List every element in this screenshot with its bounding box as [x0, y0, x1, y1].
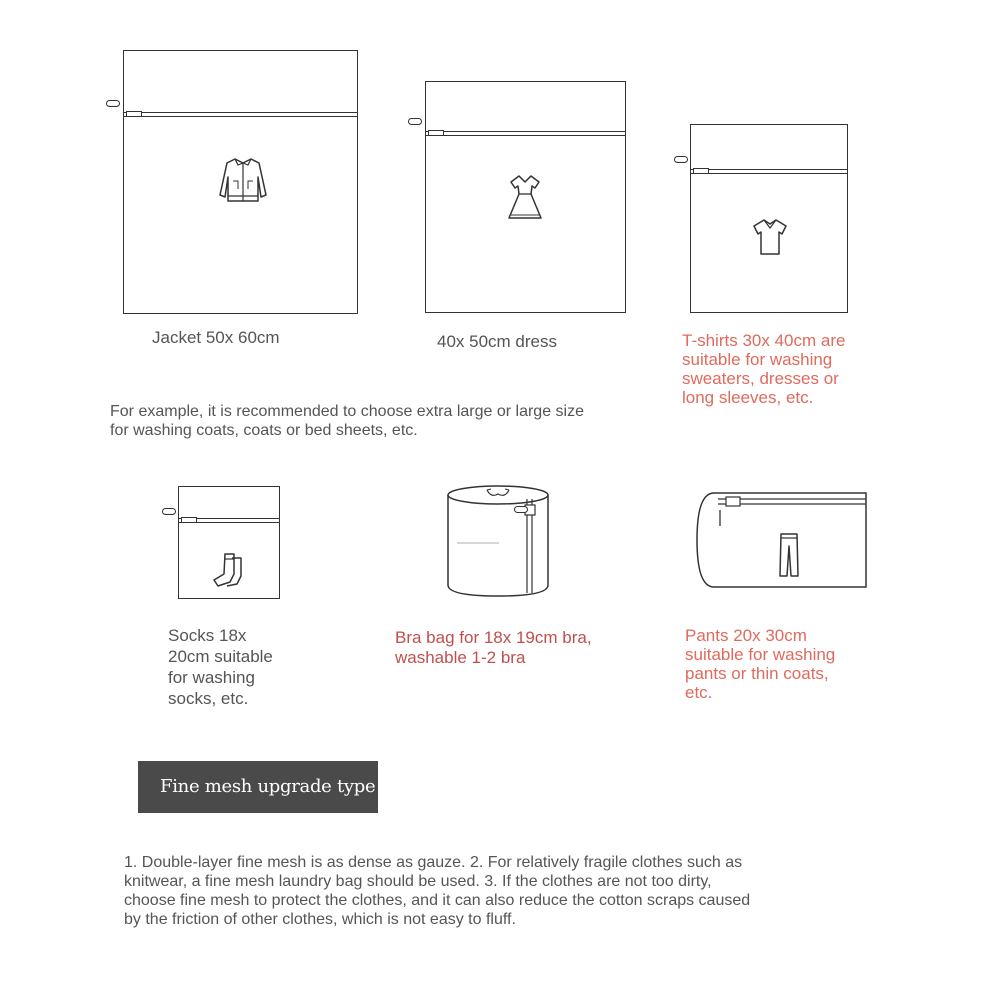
zipper — [426, 131, 625, 136]
socks-label-line: for washing — [168, 668, 255, 687]
bra-bag — [447, 485, 549, 597]
tshirt-icon — [752, 218, 788, 256]
tshirt-label-line: sweaters, dresses or — [682, 369, 839, 388]
tshirt-label-line: suitable for washing — [682, 350, 833, 369]
zipper — [124, 112, 357, 117]
description-line: 1. Double-layer fine mesh is as dense as gauze. 2. For relatively fragile clothes such as — [124, 854, 743, 871]
zipper-pull-tab — [674, 156, 688, 163]
pants-bag — [696, 492, 868, 588]
bra-label — [395, 628, 592, 668]
zipper-slider — [428, 130, 444, 136]
description-line: knitwear, a fine mesh laundry bag should be used. 3. If the clothes are not too dirty, — [124, 873, 712, 890]
fine-mesh-banner: Fine mesh upgrade type — [138, 761, 378, 813]
socks-label-line: socks, etc. — [168, 689, 249, 708]
zipper-pull-tab — [514, 506, 528, 513]
pants-label-line: pants or thin coats, — [685, 664, 829, 683]
zipper-pull-tab — [162, 508, 176, 515]
socks-label-line: Socks 18x — [168, 626, 247, 645]
socks-icon — [210, 552, 244, 588]
tshirt-label-line: T-shirts 30x 40cm are — [682, 331, 846, 350]
dress-icon — [505, 174, 545, 222]
zipper-pull-tab — [106, 100, 120, 107]
tshirt-label — [682, 331, 845, 407]
zipper-pull-tab — [408, 118, 422, 125]
recommendation-line: For example, it is recommended to choose extra large or large size — [110, 403, 584, 420]
jacket-label: Jacket 50x 60cm — [152, 328, 280, 347]
pants-icon — [778, 532, 800, 578]
recommendation-line: for washing coats, coats or bed sheets, etc. — [110, 422, 418, 439]
zipper-slider — [693, 168, 709, 174]
tshirt-label-line: long sleeves, etc. — [682, 388, 814, 407]
description-line: choose fine mesh to protect the clothes, and it can also reduce the cotton scraps caused — [124, 892, 751, 909]
jacket-icon — [218, 157, 268, 203]
dress-label: 40x 50cm dress — [437, 332, 557, 351]
pants-label-line: Pants 20x 30cm — [685, 626, 807, 645]
bra-label-line: Bra bag for 18x 19cm bra, — [395, 628, 592, 647]
zipper-slider — [126, 111, 142, 117]
bra-bag-outline — [447, 485, 549, 597]
socks-label — [168, 625, 273, 709]
zipper-slider — [181, 517, 197, 523]
socks-label-line: 20cm suitable — [168, 647, 273, 666]
bra-label-line: washable 1-2 bra — [395, 648, 526, 667]
pants-label — [685, 626, 835, 702]
description-text — [124, 853, 750, 929]
bra-icon — [485, 488, 511, 500]
recommendation-note — [110, 402, 584, 440]
description-line: by the friction of other clothes, which is not easy to fluff. — [124, 911, 516, 928]
zipper — [691, 169, 847, 174]
pants-label-line: suitable for washing — [685, 645, 836, 664]
pants-label-line: etc. — [685, 683, 713, 702]
